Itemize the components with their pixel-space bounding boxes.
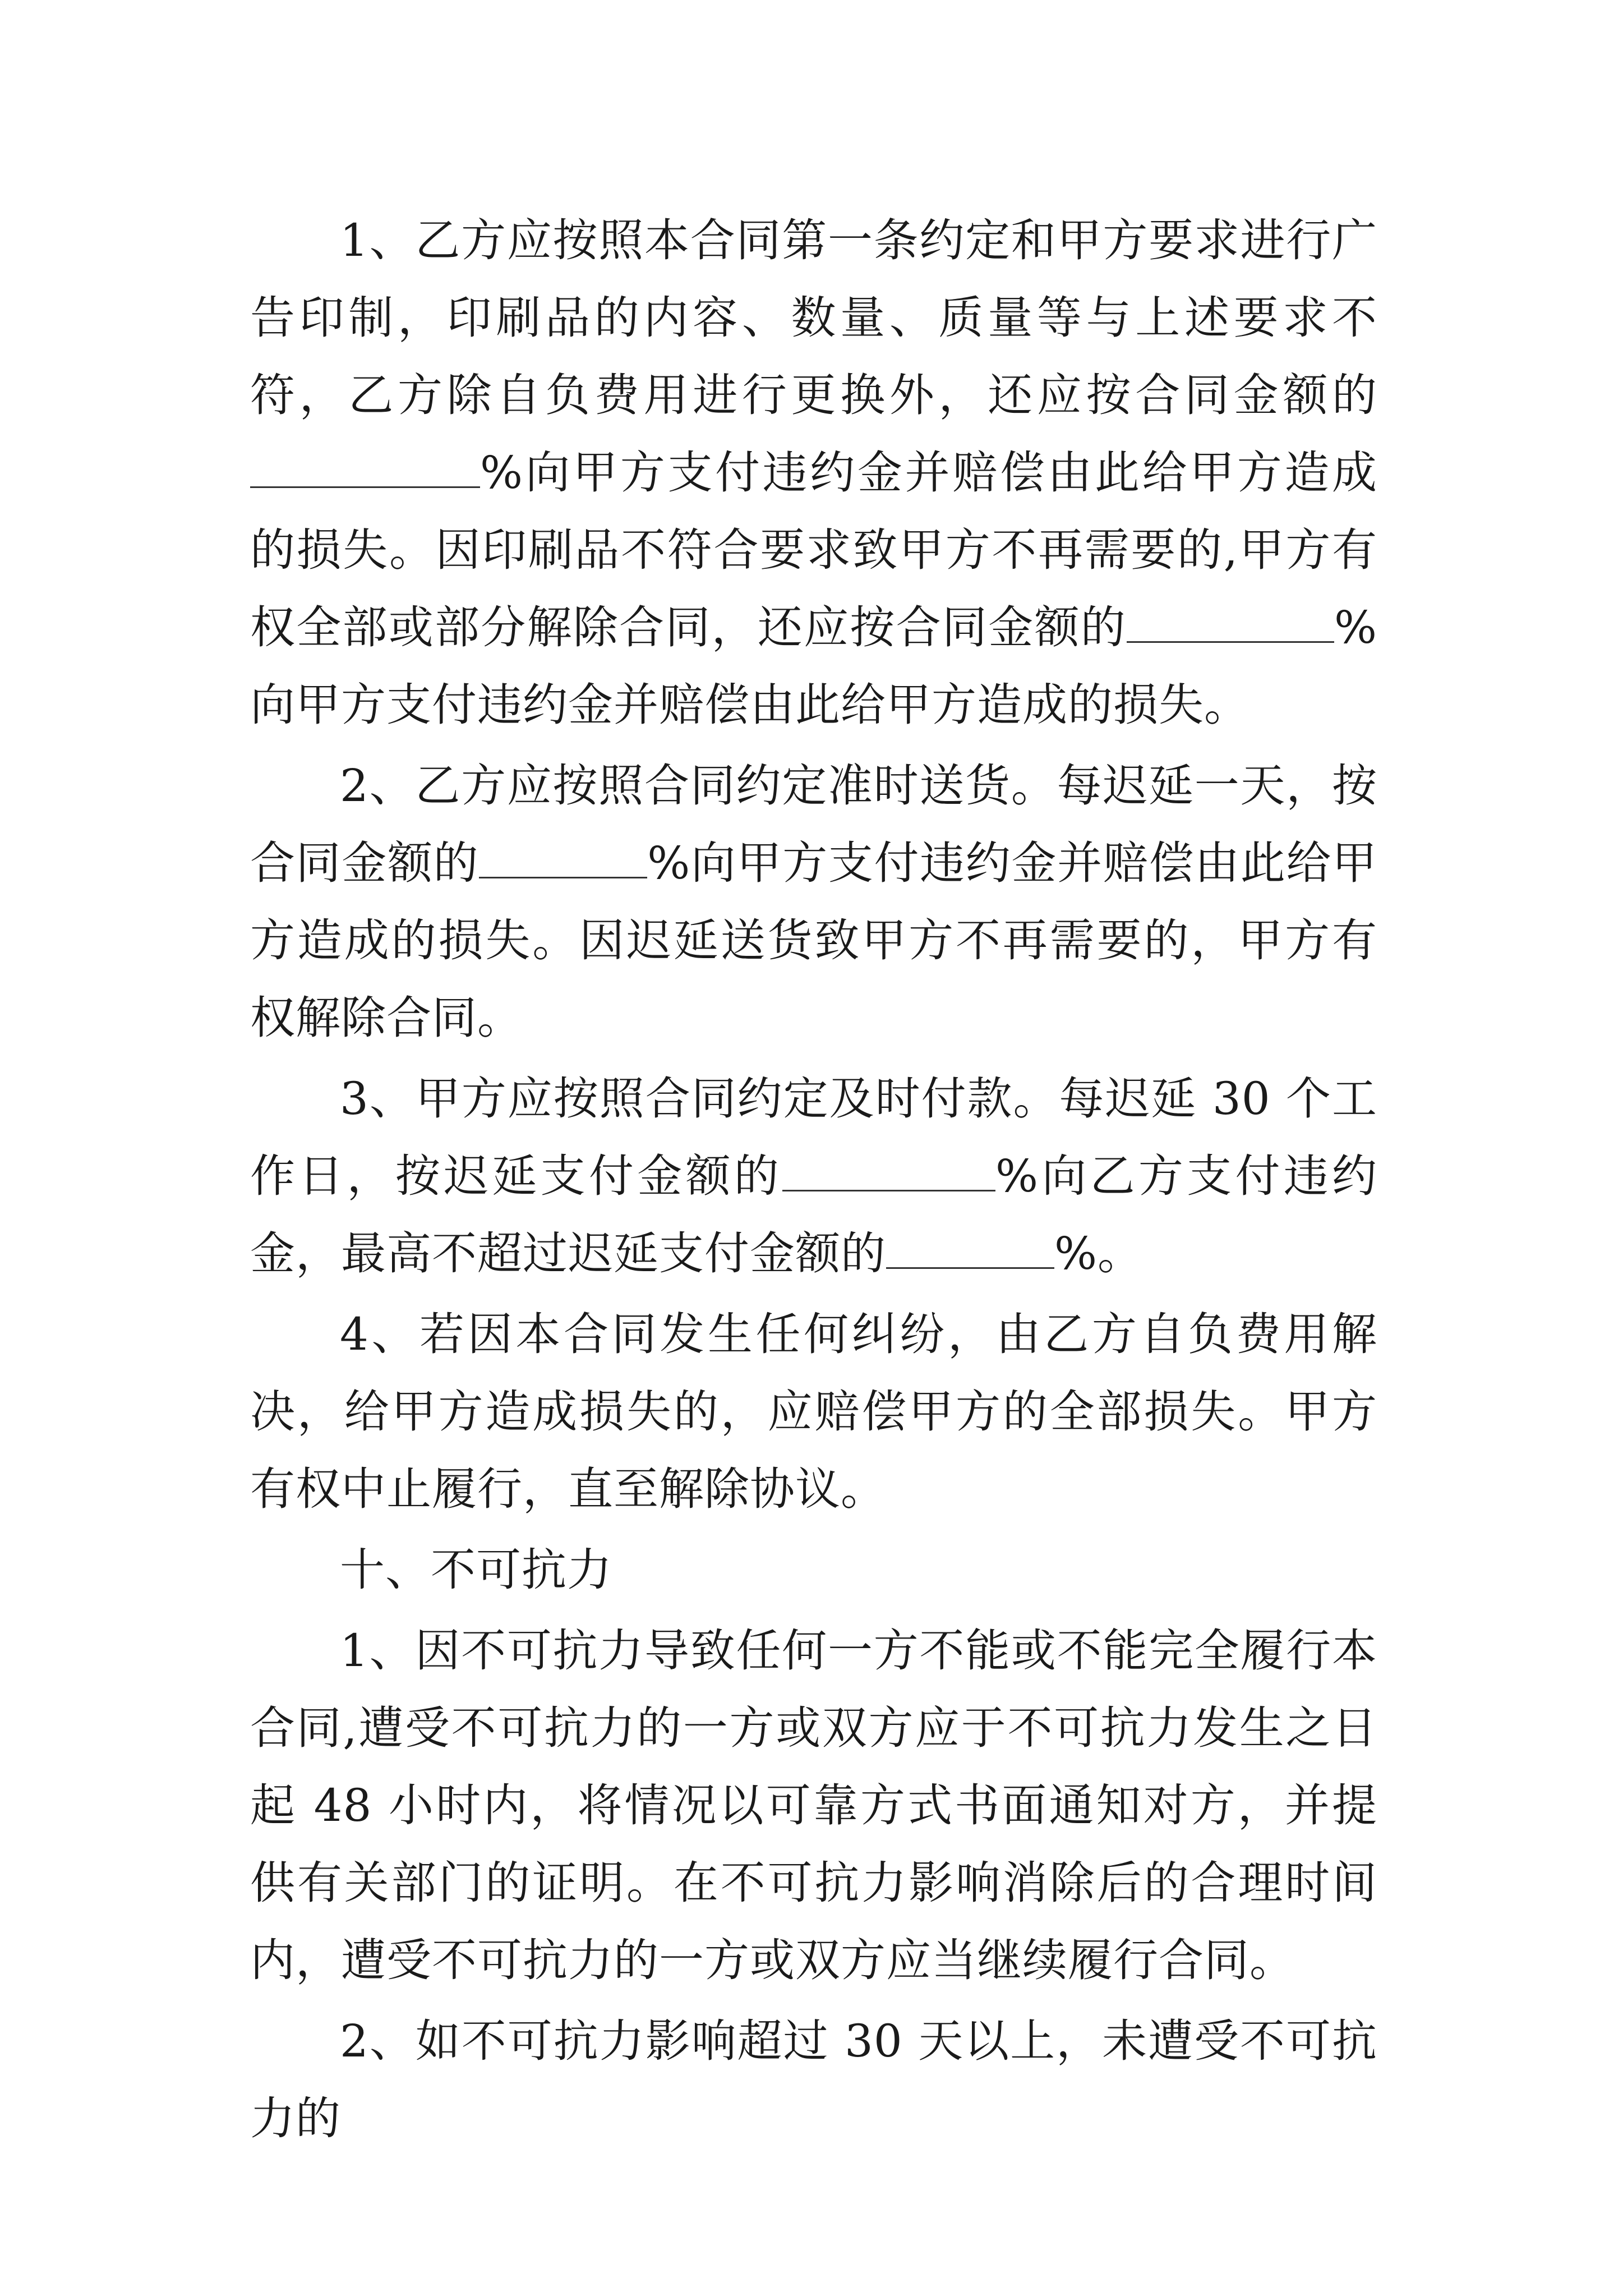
fill-blank-penalty-rate[interactable] xyxy=(250,452,480,488)
clause-9-3-text-a: 3、甲方应按照合同约定及时付款。每迟延 30 个工作日，按迟延支付金额的 xyxy=(250,1073,1377,1202)
clause-9-2 xyxy=(250,747,1377,1057)
clause-9-3-text-b: %向乙方支付违约金，最高不超过迟延支付金额的 xyxy=(250,1150,1378,1280)
clause-9-2-text-b: %向甲方支付违约金并赔偿由此给甲方造成的损失。因迟延送货致甲方不再需要的，甲方有权解除合同。 xyxy=(250,837,1378,1044)
clause-9-3 xyxy=(250,1060,1377,1292)
clause-10-1: 1、因不可抗力导致任何一方不能或不能完全履行本合同,遭受不可抗力的一方或双方应于不可抗力发生之日起 48 小时内，将情况以可靠方式书面通知对方，并提供有关部门的证明。在不可抗力影响消除后的合理时间内，遭受不可抗力的一方或双方应当继续履行合同。 xyxy=(250,1625,1377,1986)
clause-9-4: 4、若因本合同发生任何纠纷，由乙方自负费用解决，给甲方造成损失的，应赔偿甲方的全部损失。甲方有权中止履行，直至解除协议。 xyxy=(250,1308,1377,1515)
clause-9-1-text-b: %向甲方支付违约金并赔偿由此给甲方造成的损失。因印刷品不符合要求致甲方不再需要的,甲方有权全部或部分解除合同，还应按合同金额的 xyxy=(250,447,1377,654)
section-10-heading: 十、不可抗力 xyxy=(340,1544,612,1596)
fill-blank-delay-rate[interactable] xyxy=(479,842,647,878)
clause-9-2-text-a: 2、乙方应按照合同约定准时送货。每迟延一天，按合同金额的 xyxy=(250,760,1377,889)
fill-blank-late-payment-rate[interactable] xyxy=(782,1155,995,1191)
clause-9-1-text-c: %向甲方支付违约金并赔偿由此给甲方造成的损失。 xyxy=(250,601,1377,731)
fill-blank-max-rate[interactable] xyxy=(886,1232,1054,1269)
clause-10-2: 2、如不可抗力影响超过 30 天以上，未遭受不可抗力的 xyxy=(250,2015,1377,2145)
document-body xyxy=(250,202,1377,2157)
clause-9-3-text-c: %。 xyxy=(1054,1227,1144,1280)
clause-9-1-text-a: 1、乙方应按照本合同第一条约定和甲方要求进行广告印制，印刷品的内容、数量、质量等与上述要求不符，乙方除自负费用进行更换外，还应按合同金额的 xyxy=(250,214,1377,421)
clause-9-1 xyxy=(250,202,1377,744)
fill-blank-termination-rate[interactable] xyxy=(1127,606,1334,643)
